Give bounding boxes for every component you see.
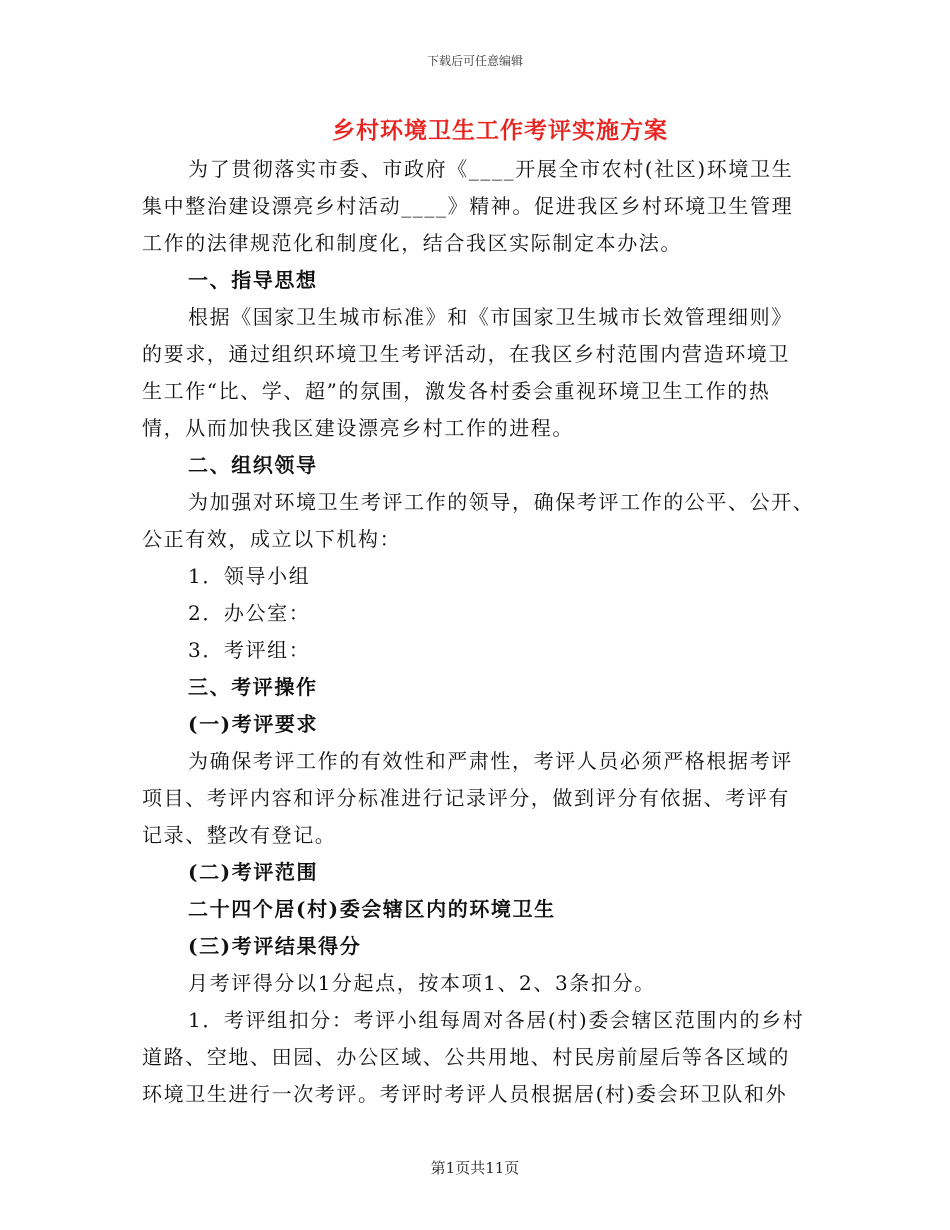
p2-line-2: 公正有效，成立以下机构： xyxy=(142,527,402,551)
intro-line-2: 集中整治建设漂亮乡村活动____》精神。促进我区乡村环境卫生管理 xyxy=(142,194,794,218)
p3-4-line-1: 1．考评组扣分：考评小组每周对各居(村)委会辖区范围内的乡村 xyxy=(188,1008,805,1032)
document-title: 乡村环境卫生工作考评实施方案 xyxy=(332,117,668,144)
subheading-3-3: (三)考评结果得分 xyxy=(188,934,362,958)
p1-line-4: 情，从而加快我区建设漂亮乡村工作的进程。 xyxy=(142,416,574,440)
list-item: 3．考评组： xyxy=(188,638,311,662)
p1-line-2: 的要求，通过组织环境卫生考评活动，在我区乡村范围内营造环境卫 xyxy=(142,342,790,366)
intro-line-3: 工作的法律规范化和制度化，结合我区实际制定本办法。 xyxy=(142,231,682,255)
list-item: 1．领导小组 xyxy=(188,564,311,588)
p3-4-line-2: 道路、空地、田园、办公区域、公共用地、村民房前屋后等各区域的 xyxy=(142,1045,790,1069)
section-heading-1: 一、指导思想 xyxy=(188,268,318,292)
section-heading-3: 三、考评操作 xyxy=(188,675,318,699)
p3-1-line-3: 记录、整改有登记。 xyxy=(142,823,337,847)
p3-2-text: 二十四个居(村)委会辖区内的环境卫生 xyxy=(188,897,556,921)
p3-1-line-1: 为确保考评工作的有效性和严肃性，考评人员必须严格根据考评 xyxy=(188,749,793,773)
intro-line-1: 为了贯彻落实市委、市政府《____开展全市农村(社区)环境卫生 xyxy=(188,157,794,181)
p3-1-line-2: 项目、考评内容和评分标准进行记录评分，做到评分有依据、考评有 xyxy=(142,786,790,810)
section-heading-2: 二、组织领导 xyxy=(188,453,318,477)
subheading-3-1: (一)考评要求 xyxy=(188,712,319,736)
page-footer: 第1页共11页 xyxy=(430,1159,520,1177)
subheading-3-2: (二)考评范围 xyxy=(188,860,319,884)
p1-line-3: 生工作“比、学、超”的氛围，激发各村委会重视环境卫生工作的热 xyxy=(142,379,771,403)
header-note: 下载后可任意编辑 xyxy=(426,54,523,68)
p3-4-line-3: 环境卫生进行一次考评。考评时考评人员根据居(村)委会环卫队和外 xyxy=(142,1082,788,1106)
p2-line-1: 为加强对环境卫生考评工作的领导，确保考评工作的公平、公开、 xyxy=(188,490,815,514)
list-item: 2．办公室： xyxy=(188,601,311,625)
p3-3-text: 月考评得分以1分起点，按本项1、2、3条扣分。 xyxy=(188,971,656,995)
p1-line-1: 根据《国家卫生城市标准》和《市国家卫生城市长效管理细则》 xyxy=(188,305,793,329)
